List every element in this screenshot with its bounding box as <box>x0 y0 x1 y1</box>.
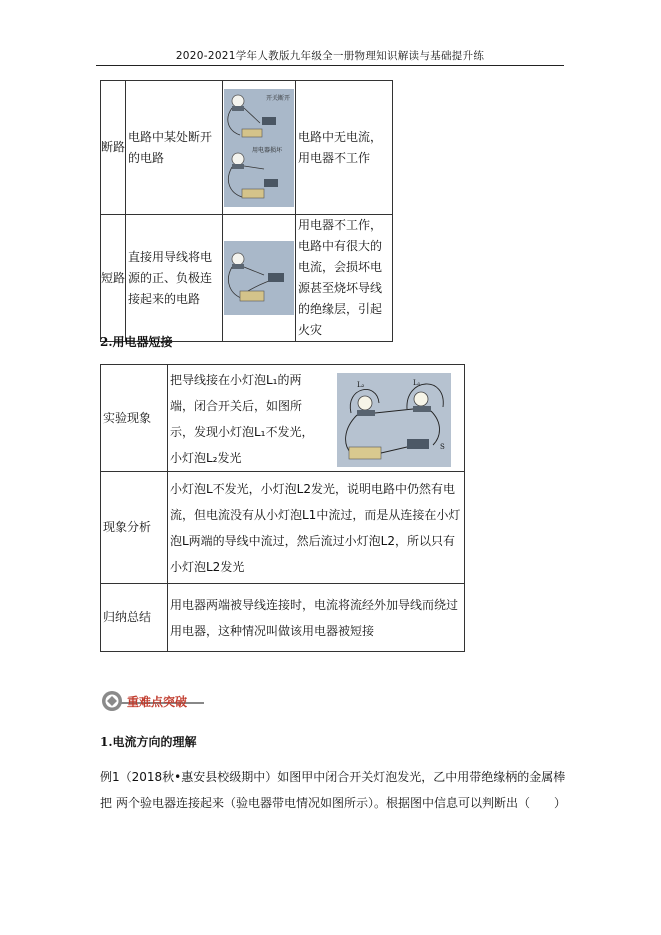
state-figure-cell <box>223 215 296 342</box>
circuit-state-table <box>100 80 393 342</box>
row-label: 现象分析 <box>103 520 152 534</box>
row-label: 实验现象 <box>103 410 152 425</box>
state-effect: 电路中无电流，用电器不工作 <box>298 129 383 165</box>
state-effect: 用电器不工作，电路中有很大的电流，会损坏电源甚至烧坏导线的绝缘层，引起火灾 <box>298 218 383 337</box>
row-content: 用电器两端被导线连接时，电流将流经外加导线而绕过用电器，这种情况叫做该用电器被短接 <box>170 597 459 638</box>
state-effect-cell <box>296 81 393 215</box>
row-label-cell <box>101 584 168 652</box>
table-row <box>101 584 465 652</box>
example-line-2: 两个验电器连接起来（验电器带电情况如图所示）。根据图中信息可以判断出（ ） <box>116 796 567 810</box>
table-row <box>101 215 393 342</box>
row-content-cell <box>168 584 465 652</box>
state-effect-cell <box>296 215 393 342</box>
table-row <box>101 81 393 215</box>
figure-label: 开关断开 <box>266 94 291 102</box>
open-circuit-figure <box>224 89 294 207</box>
state-feature-cell <box>126 81 223 215</box>
state-feature: 直接用导线将电源的正、负极连接起来的电路 <box>128 249 213 306</box>
row-content: 小灯泡L不发光，小灯泡L2发光，说明电路中仍然有电流，但电流没有从小灯泡L1中流过，而是从连接在小灯泡L两端的导线中流过，然后流过小灯泡L2，所以只有小灯泡L2发光 <box>170 481 461 574</box>
section-heading: 1.电流方向的理解 <box>100 735 197 749</box>
figure-label: L₁ <box>413 378 421 387</box>
row-label-cell <box>101 365 168 472</box>
figure-label: 用电器损坏 <box>252 146 283 154</box>
example-line-1: 例1（2018秋•惠安县校级期中）如图甲中闭合开关灯泡发光，乙中用带绝缘柄的金属棒把 <box>100 770 566 810</box>
short-connection-table <box>100 364 465 652</box>
header-rule <box>96 65 564 66</box>
table-row <box>101 472 465 584</box>
state-name-cell <box>101 215 126 342</box>
short-circuit-figure <box>224 241 294 315</box>
row-content: 把导线接在小灯泡L₁的两端，闭合开关后，如图所示，发现小灯泡L₁不发光，小灯泡L₂发光 <box>170 373 314 465</box>
row-label: 归纳总结 <box>103 610 152 624</box>
table-row <box>101 365 465 472</box>
short-connection-figure <box>337 373 451 467</box>
figure-label: S <box>440 442 445 451</box>
state-name: 短路 <box>101 270 126 285</box>
badge-label: 重难点突破 <box>127 695 188 709</box>
state-figure-cell <box>223 81 296 215</box>
row-content-cell <box>168 365 465 472</box>
row-content-cell <box>168 472 465 584</box>
state-name-cell <box>101 81 126 215</box>
page-header: 2020-2021学年人教版九年级全一册物理知识解读与基础提升练 <box>175 50 485 62</box>
section-heading: 2.用电器短接 <box>100 335 173 349</box>
state-feature: 电路中某处断开的电路 <box>128 129 213 165</box>
row-label-cell <box>101 472 168 584</box>
figure-label: L₂ <box>357 380 365 389</box>
state-name: 断路 <box>101 140 126 154</box>
state-feature-cell <box>126 215 223 342</box>
